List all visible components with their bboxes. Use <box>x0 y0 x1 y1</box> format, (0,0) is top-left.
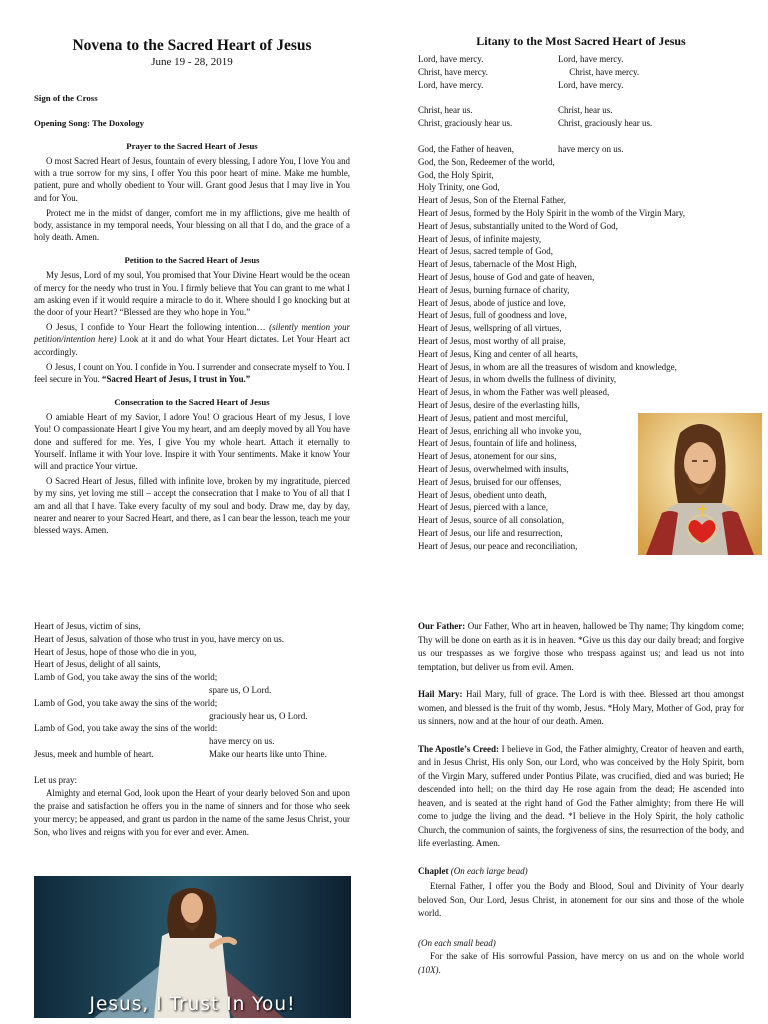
litany-row <box>418 53 744 66</box>
litany-invocation: God, the Holy Spirit, <box>418 169 494 180</box>
litany-call: Lord, have mercy. <box>418 79 484 90</box>
jesus-meek-call: Jesus, meek and humble of heart. <box>34 748 154 759</box>
litany-invocation: Heart of Jesus, hope of those who die in you, <box>34 646 197 657</box>
lamb-of-god-line: Lamb of God, you take away the sins of the world; <box>34 697 218 708</box>
our-father-prayer <box>418 620 744 674</box>
litany-invocation: Heart of Jesus, patient and most merciful, <box>418 412 568 423</box>
lamb-of-god-response: graciously hear us, O Lord. <box>209 710 308 721</box>
creed-label: The Apostle’s Creed: <box>418 743 500 754</box>
litany-opening-rows <box>418 53 744 91</box>
litany-title: Litany to the Most Sacred Heart of Jesus <box>476 34 686 48</box>
chaplet-label: Chaplet <box>418 865 449 876</box>
hail-mary-text: Hail Mary, full of grace. The Lord is with thee. Blessed art thou amongst women, and blessed is the fruit of thy womb, Jesus. *Holy Mary, Mother of God, pray for us sinners, now and at the hour of our death. Amen. <box>418 689 744 726</box>
chaplet-large-bead-note: (On each large bead) <box>450 865 528 876</box>
litany-invocation: Heart of Jesus, fountain of life and holiness, <box>418 438 577 449</box>
litany-row <box>418 117 744 130</box>
litany-invocation: Heart of Jesus, house of God and gate of heaven, <box>418 271 595 282</box>
jesus-meek-response: Make our hearts like unto Thine. <box>209 748 327 759</box>
litany-hear-rows <box>418 104 744 130</box>
litany-invocation: Heart of Jesus, sacred temple of God, <box>418 246 553 257</box>
closing-prayer: Almighty and eternal God, look upon the Heart of your dearly beloved Son and upon the praise and satisfaction he offers you in the name of sinners and for those who seek your mercy; be appeased, and grant us pardon in the name of the same Jesus Christ, your Son, who lives and reigns with you for ever and ever. Amen. <box>34 787 350 838</box>
litany-invocation: Heart of Jesus, our peace and reconciliation, <box>418 540 578 551</box>
sign-of-cross-label: Sign of the Cross <box>34 93 98 103</box>
lamb-of-god-line: Lamb of God, you take away the sins of the world: <box>34 723 218 734</box>
litany-invocation: Heart of Jesus, our life and resurrection, <box>418 527 563 538</box>
litany-call: Christ, graciously hear us. <box>418 118 513 129</box>
litany-invocation: Heart of Jesus, formed by the Holy Spirit in the womb of the Virgin Mary, <box>418 207 686 218</box>
litany-invocation: Heart of Jesus, wellspring of all virtues, <box>418 323 562 334</box>
novena-dates: June 19 - 28, 2019 <box>151 56 233 68</box>
petition-trust-paragraph <box>34 361 350 385</box>
chaplet-large-bead-prayer: Eternal Father, I offer you the Body and Blood, Soul and Divinity of Your dearly beloved Son, Our Lord, Jesus Christ, in atonement for our sins and those of the whole world. <box>418 881 744 918</box>
litany-response: Christ, have mercy. <box>558 66 640 77</box>
litany-call: Lord, have mercy. <box>418 54 484 64</box>
litany-continued-column <box>34 620 350 842</box>
litany-response: have mercy on us. <box>558 143 624 154</box>
consecration-paragraph: O amiable Heart of my Savior, I adore You! O gracious Heart of my Jesus, I love You! O compassionate Heart I give You my heart, and am deeply moved by all You have done and suffered for me. Yes, I give You my whole heart. Attach it eternally to Yourself. Inflame it with Your love. Inspire it with Your sentiments. Make it know Your will and practice Your virtue. <box>34 412 350 472</box>
chaplet-small-end: . <box>438 964 441 975</box>
litany-invocation: Heart of Jesus, victim of sins, <box>34 621 141 631</box>
litany-invocation: Heart of Jesus, salvation of those who trust in you, have mercy on us. <box>34 633 284 644</box>
litany-row <box>418 79 744 92</box>
litany-invocation: Heart of Jesus, in whom are all the treasures of wisdom and knowledge, <box>418 361 677 372</box>
chaplet-small-bead-prayer <box>418 950 744 977</box>
litany-row <box>418 104 744 117</box>
litany-response: Lord, have mercy. <box>558 79 624 90</box>
litany-call: Christ, have mercy. <box>418 66 488 77</box>
litany-invocation: Heart of Jesus, King and center of all hearts, <box>418 348 578 359</box>
prayer-paragraph: Protect me in the midst of danger, comfort me in my afflictions, give me health of body, assistance in my temporal needs, Your blessing on all that I do, and the grace of a holy death. Amen. <box>34 207 350 243</box>
chaplet-heading <box>418 865 744 879</box>
litany-invocation: Heart of Jesus, in whom the Father was well pleased, <box>418 387 610 398</box>
sacred-heart-illustration <box>638 413 762 555</box>
apostles-creed-prayer <box>418 743 744 851</box>
opening-song-label: Opening Song: The Doxology <box>34 118 145 128</box>
litany-response: Lord, have mercy. <box>558 54 624 64</box>
litany-invocation: Heart of Jesus, delight of all saints, <box>34 659 161 670</box>
lamb-of-god-response: have mercy on us. <box>209 736 275 747</box>
petition-instruction: (silently mention your petition/intention here) <box>34 322 350 345</box>
petition-text: Look at it and do what Your Heart dictates. Let Your Heart act accordingly. <box>34 334 351 357</box>
divine-mercy-image <box>34 876 351 1018</box>
litany-invocation: Heart of Jesus, desire of the everlasting hills, <box>418 399 580 410</box>
litany-invocation: Heart of Jesus, tabernacle of the Most High, <box>418 259 577 270</box>
jesus-meek-row <box>34 748 350 761</box>
litany-invocation: Heart of Jesus, substantially united to the Word of God, <box>418 220 618 231</box>
litany-invocation: Heart of Jesus, pierced with a lance, <box>418 502 548 513</box>
our-father-label: Our Father: <box>418 621 466 631</box>
hail-mary-label: Hail Mary: <box>418 689 463 699</box>
litany-invocation: Heart of Jesus, enriching all who invoke you, <box>418 425 582 436</box>
hail-mary-prayer <box>418 688 744 729</box>
novena-prayers-column <box>34 30 350 539</box>
mercy-caption: Jesus, I Trust In You! <box>89 994 296 1015</box>
litany-invocation: Heart of Jesus, overwhelmed with insults, <box>418 463 569 474</box>
petition-heading: Petition to the Sacred Heart of Jesus <box>124 255 260 266</box>
chaplet-prayers-column <box>418 620 744 991</box>
litany-invocation: Heart of Jesus, of infinite majesty, <box>418 233 542 244</box>
litany-invocation: Heart of Jesus, obedient unto death, <box>418 489 547 500</box>
litany-invocation: God, the Son, Redeemer of the world, <box>418 156 555 167</box>
litany-invocation: Heart of Jesus, burning furnace of charity, <box>418 284 570 295</box>
lamb-of-god-response: spare us, O Lord. <box>209 684 272 695</box>
consecration-paragraph: O Sacred Heart of Jesus, filled with infinite love, broken by my ingratitude, pierced by my sins, yet loving me still – accept the consecration that I make to You of all that I am and all that I have. Take every faculty of my soul and body. Draw me, day by day, nearer and nearer to your Sacred Heart, and there, as I can bear the lesson, teach me your blessed ways. Amen. <box>34 476 350 536</box>
chaplet-small-count: (10X) <box>418 964 439 975</box>
prayer-heading: Prayer to the Sacred Heart of Jesus <box>126 141 258 151</box>
our-father-text: Our Father, Who art in heaven, hallowed be Thy name; Thy kingdom come; Thy will be done on earth as it is in heaven. *Give us this day our daily bread; and forgive us our trespasses as we forgive those who trespass against us; and lead us not into temptation, but deliver us from evil. Amen. <box>418 621 744 672</box>
litany-invocation: Heart of Jesus, full of goodness and love, <box>418 310 567 321</box>
litany-invocation: Heart of Jesus, Son of the Eternal Father, <box>418 195 566 206</box>
chaplet-small-bead-note: (On each small bead) <box>418 937 496 948</box>
litany-invocation: God, the Father of heaven, <box>418 143 514 154</box>
litany-invocation: Heart of Jesus, atonement for our sins, <box>418 451 557 462</box>
petition-intention-paragraph <box>34 321 350 358</box>
litany-row <box>418 66 744 79</box>
litany-invocation: Heart of Jesus, in whom dwells the fullness of divinity, <box>418 374 617 385</box>
consecration-heading: Consecration to the Sacred Heart of Jesus <box>114 397 270 408</box>
sacred-heart-image <box>638 413 762 555</box>
page-title: Novena to the Sacred Heart of Jesus <box>72 37 312 54</box>
litany-call: Christ, hear us. <box>418 105 473 116</box>
petition-paragraph: My Jesus, Lord of my soul, You promised that Your Divine Heart would be the ocean of mercy for the needy who trust in You. I firmly believe that You can grant to me what I am asking even if it would require a miracle to do it. Where should I go knocking but at the door of your Heart? “Blessed are they who hope in You.” <box>34 270 350 318</box>
litany-invocation: Holy Trinity, one God, <box>418 182 500 193</box>
let-us-pray-label: Let us pray: <box>34 774 77 785</box>
trust-aspiration: “Sacred Heart of Jesus, I trust in You.” <box>102 374 251 385</box>
litany-response: Christ, hear us. <box>558 105 613 116</box>
litany-invocation: Heart of Jesus, abode of justice and love, <box>418 297 566 308</box>
litany-invocation: Heart of Jesus, source of all consolation, <box>418 515 564 526</box>
petition-text: O Jesus, I confide to Your Heart the following intention… <box>46 322 270 333</box>
prayer-paragraph: O most Sacred Heart of Jesus, fountain of every blessing, I adore You, I love You and with a true sorrow for my sins, I offer You this poor heart of mine. Make me humble, patient, pure and wholly obedient to Your will. Grant good Jesus that I may live in You and for You. <box>34 156 350 203</box>
lamb-of-god-line: Lamb of God, you take away the sins of the world; <box>34 672 218 683</box>
chaplet-small-text: For the sake of His sorrowful Passion, have mercy on us and on the whole world <box>430 951 744 961</box>
petition-text: O Jesus, I count on You. I confide in You. I surrender and consecrate myself to You. I feel secure in You. <box>34 361 350 385</box>
creed-text: I believe in God, the Father almighty, Creator of heaven and earth, and in Jesus Christ, His only Son, our Lord, who was conceived by the Holy Spirit, born of the Virgin Mary, suffered under Pontius Pilate, was crucified, died and was buried; He descended into hell; on the third day He rose again from the dead; He ascended into heaven, and is seated at the right hand of God the Father almighty; from there He will come to judge the living and the dead. *I believe in the Holy Spirit, the holy catholic Church, the communion of saints, the forgiveness of sins, the resurrection of the body, and life everlasting. Amen. <box>418 743 744 848</box>
litany-invocation: Heart of Jesus, bruised for our offenses, <box>418 476 562 487</box>
litany-invocation: Heart of Jesus, most worthy of all praise, <box>418 335 566 346</box>
litany-response: Christ, graciously hear us. <box>558 118 653 129</box>
litany-row <box>418 143 744 156</box>
